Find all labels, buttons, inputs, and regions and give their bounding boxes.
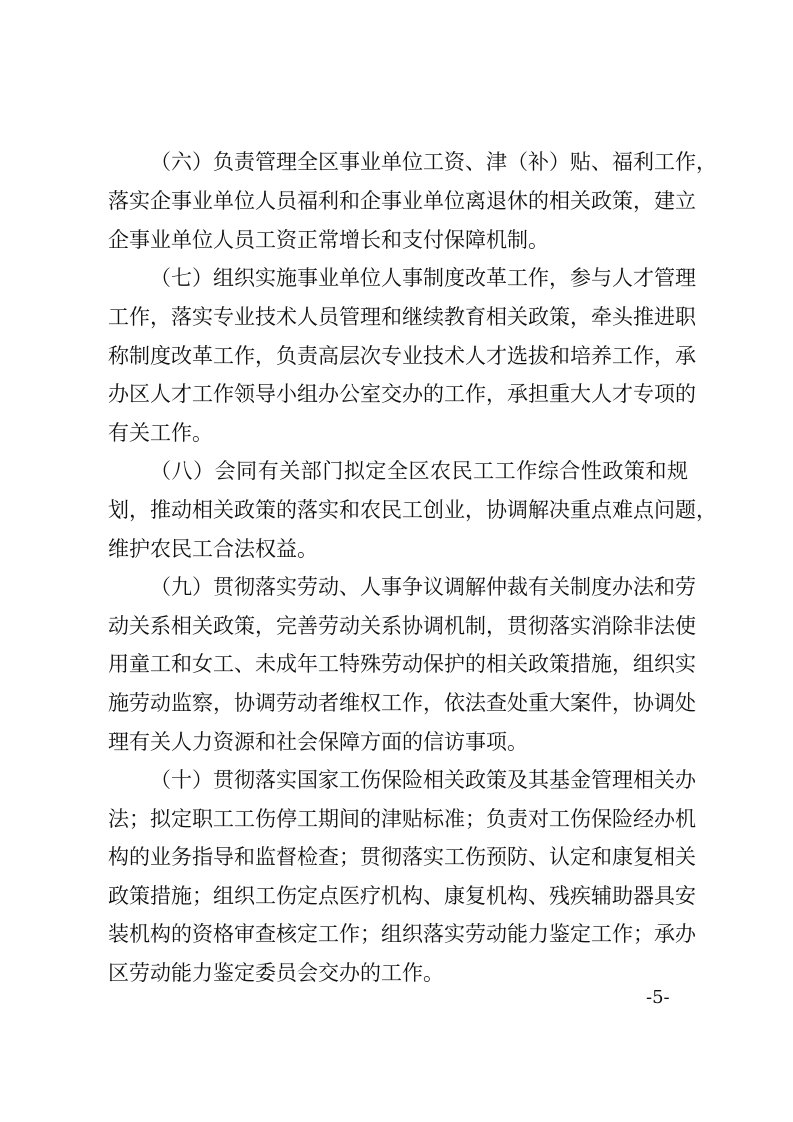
paragraph-9-line-2: 动关系相关政策，完善劳动关系协调机制，贯彻落实消除非法使 bbox=[108, 614, 696, 638]
paragraph-10-line-1: （十）贯彻落实国家工伤保险相关政策及其基金管理相关办 bbox=[150, 768, 696, 792]
paragraph-10-line-5: 装机构的资格审查核定工作；组织落实劳动能力鉴定工作；承办 bbox=[108, 922, 696, 946]
paragraph-6-line-2: 落实企事业单位人员福利和企事业单位离退休的相关政策，建立 bbox=[108, 189, 696, 213]
paragraph-6-line-3: 企事业单位人员工资正常增长和支付保障机制。 bbox=[108, 228, 549, 252]
paragraph-8-line-2: 划，推动相关政策的落实和农民工创业，协调解决重点难点问题， bbox=[108, 498, 717, 522]
paragraph-9-line-5: 理有关人力资源和社会保障方面的信访事项。 bbox=[108, 730, 528, 754]
paragraph-10-line-3: 构的业务指导和监督检查；贯彻落实工伤预防、认定和康复相关 bbox=[108, 845, 696, 869]
paragraph-7-line-2: 工作，落实专业技术人员管理和继续教育相关政策，牵头推进职 bbox=[108, 305, 696, 329]
paragraph-9-line-3: 用童工和女工、未成年工特殊劳动保护的相关政策措施，组织实 bbox=[108, 652, 696, 676]
page-number: -5- bbox=[646, 987, 670, 1008]
paragraph-9-line-4: 施劳动监察，协调劳动者维权工作，依法查处重大案件，协调处 bbox=[108, 691, 696, 715]
paragraph-7-line-1: （七）组织实施事业单位人事制度改革工作，参与人才管理 bbox=[150, 266, 696, 290]
paragraph-10-line-2: 法；拟定职工工伤停工期间的津贴标准；负责对工伤保险经办机 bbox=[108, 807, 696, 831]
paragraph-8-line-3: 维护农民工合法权益。 bbox=[108, 537, 318, 561]
paragraph-7-line-5: 有关工作。 bbox=[108, 421, 213, 445]
paragraph-7-line-4: 办区人才工作领导小组办公室交办的工作，承担重大人才专项的 bbox=[108, 382, 696, 406]
paragraph-7-line-3: 称制度改革工作，负责高层次专业技术人才选拔和培养工作，承 bbox=[108, 344, 696, 368]
paragraph-9-line-1: （九）贯彻落实劳动、人事争议调解仲裁有关制度办法和劳 bbox=[150, 575, 696, 599]
paragraph-8-line-1: （八）会同有关部门拟定全区农民工工作综合性政策和规 bbox=[150, 459, 688, 483]
paragraph-10-line-6: 区劳动能力鉴定委员会交办的工作。 bbox=[108, 961, 444, 985]
paragraph-10-line-4: 政策措施；组织工伤定点医疗机构、康复机构、残疾辅助器具安 bbox=[108, 884, 696, 908]
paragraph-6-line-1: （六）负责管理全区事业单位工资、津（补）贴、福利工作， bbox=[150, 150, 717, 174]
